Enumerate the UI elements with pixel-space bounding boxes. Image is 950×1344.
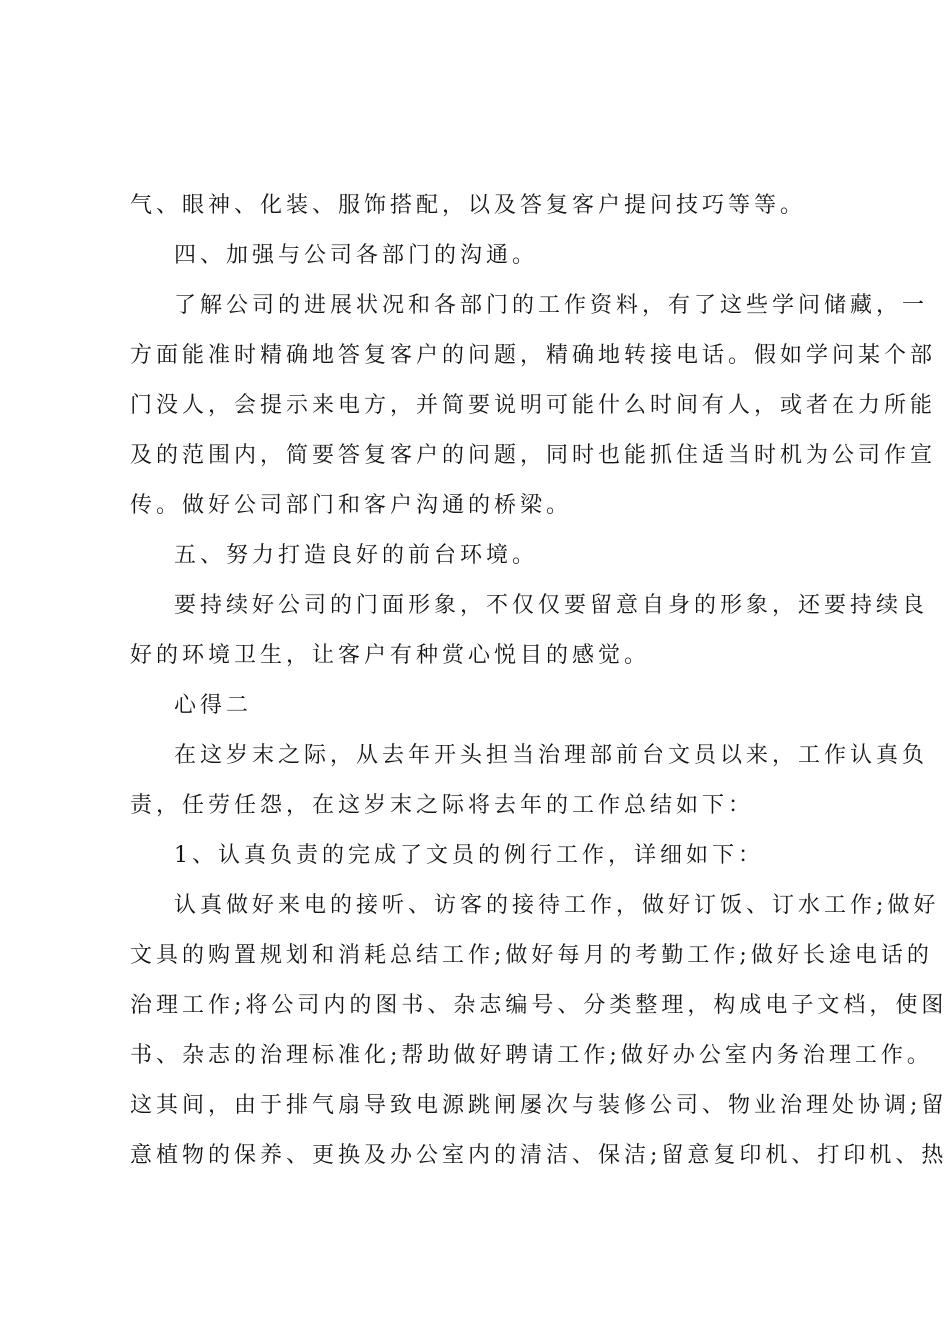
section-heading-xinde-2: 心得二 bbox=[174, 693, 253, 718]
text-line-15: 认真做好来电的接听、访客的接待工作，做好订饭、订水工作;做好 bbox=[174, 893, 940, 918]
list-item-1: 1、认真负责的完成了文员的例行工作，详细如下： bbox=[174, 843, 764, 868]
text-line-5: 门没人，会提示来电方，并简要说明可能什么时间有人，或者在力所能 bbox=[130, 393, 937, 418]
text-line-7: 传。做好公司部门和客户沟通的桥梁。 bbox=[130, 493, 573, 518]
text-line-19: 这其间，由于排气扇导致电源跳闸屡次与装修公司、物业治理处协调;留 bbox=[130, 1093, 948, 1118]
text-line-20: 意植物的保养、更换及办公室内的清洁、保洁;留意复印机、打印机、热 bbox=[130, 1143, 948, 1168]
text-line-16: 文具的购置规划和消耗总结工作;做好每月的考勤工作;做好长途电话的 bbox=[130, 943, 933, 968]
section-heading-4: 四、加强与公司各部门的沟通。 bbox=[174, 243, 539, 268]
text-line-10: 好的环境卫生，让客户有种赏心悦目的感觉。 bbox=[130, 643, 651, 668]
section-heading-5: 五、努力打造良好的前台环境。 bbox=[174, 543, 539, 568]
text-line-3: 了解公司的进展状况和各部门的工作资料，有了这些学问储藏，一 bbox=[174, 293, 929, 318]
text-line-12: 在这岁末之际，从去年开头担当治理部前台文员以来，工作认真负 bbox=[174, 743, 929, 768]
text-line-13: 责，任劳任怨，在这岁末之际将去年的工作总结如下： bbox=[130, 793, 755, 818]
text-line-18: 书、杂志的治理标准化;帮助做好聘请工作;做好办公室内务治理工作。 bbox=[130, 1043, 933, 1068]
text-line-6: 及的范围内，简要答复客户的问题，同时也能抓住适当时机为公司作宣 bbox=[130, 443, 937, 468]
text-line-4: 方面能准时精确地答复客户的问题，精确地转接电话。假如学问某个部 bbox=[130, 343, 937, 368]
text-line-17: 治理工作;将公司内的图书、杂志编号、分类整理，构成电子文档，使图 bbox=[130, 993, 948, 1018]
text-line-9: 要持续好公司的门面形象，不仅仅要留意自身的形象，还要持续良 bbox=[174, 593, 929, 618]
text-line-1: 气、眼神、化装、服饰搭配，以及答复客户提问技巧等等。 bbox=[130, 193, 807, 218]
